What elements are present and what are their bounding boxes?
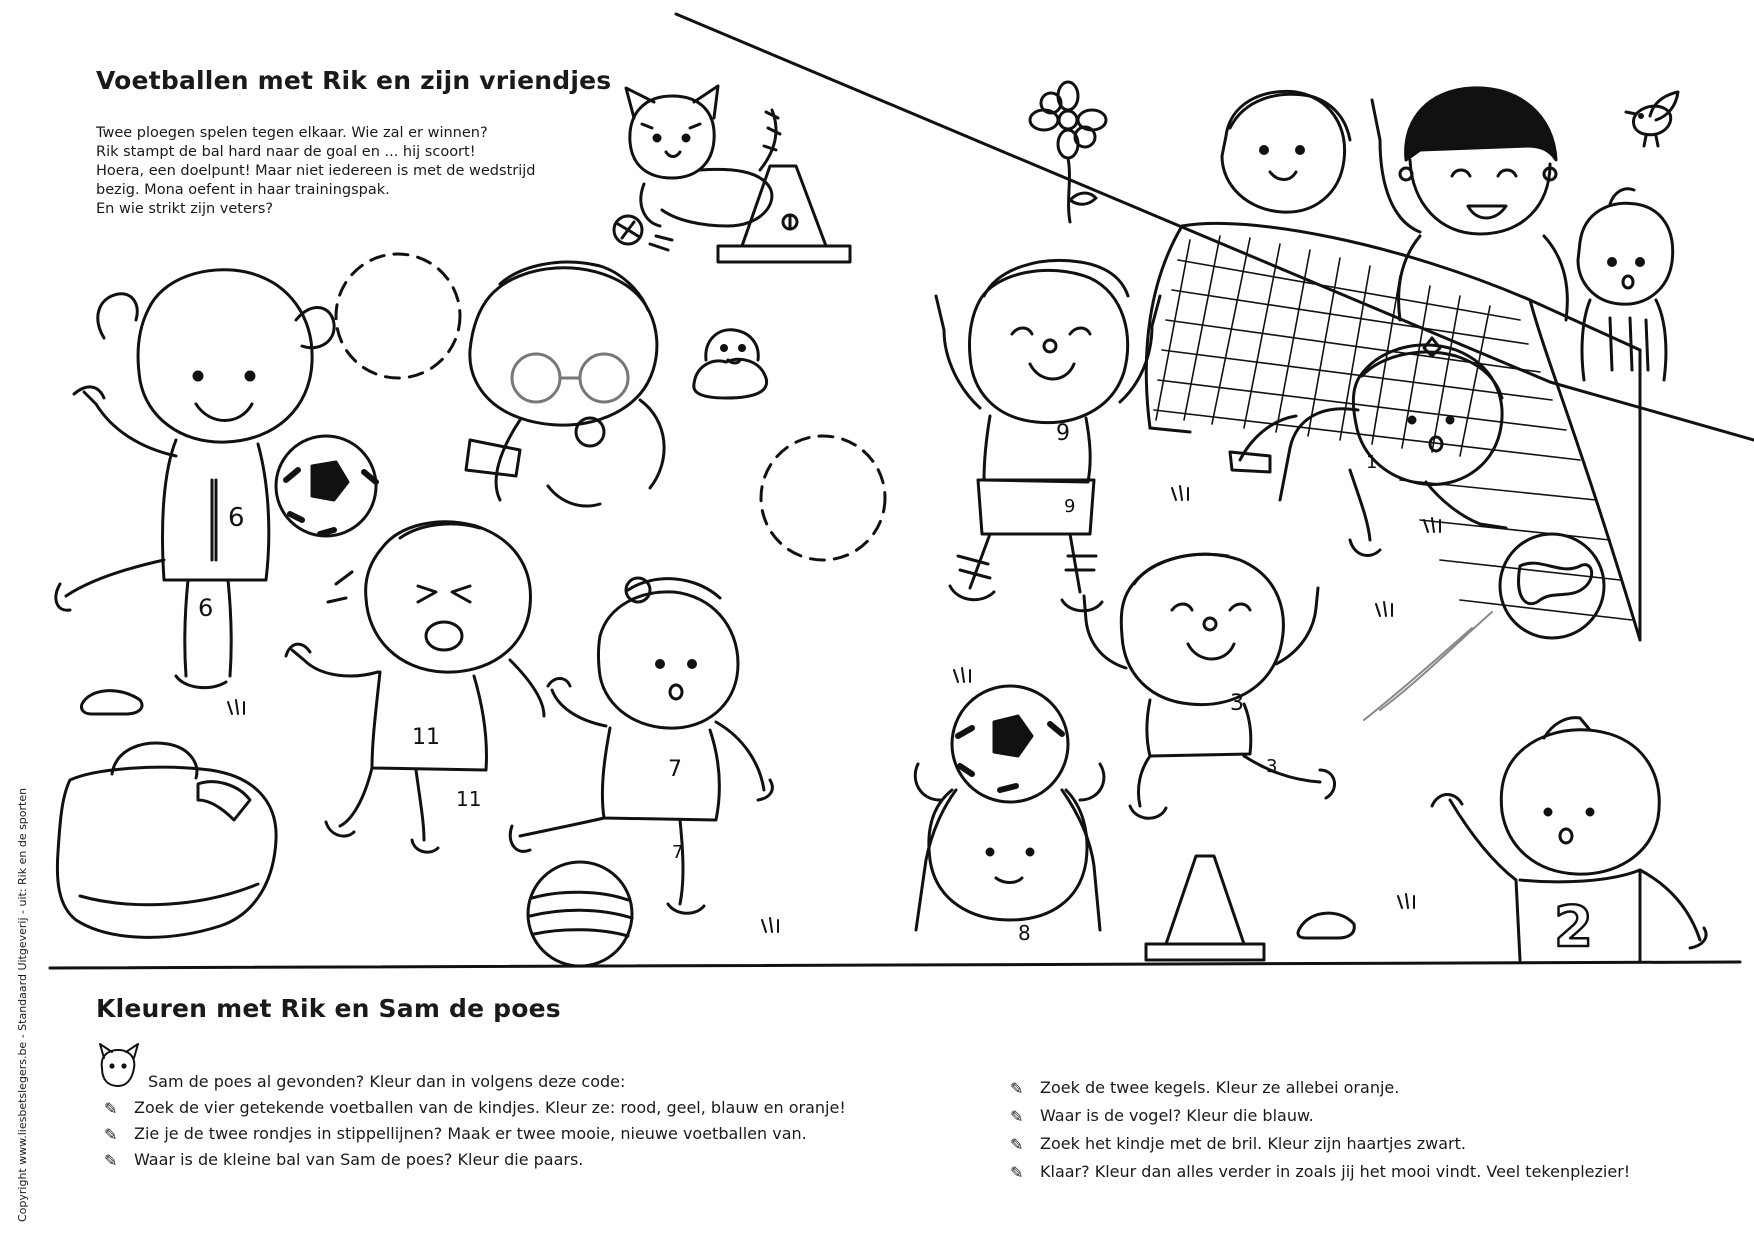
jersey-number: 6 xyxy=(228,503,245,533)
instruction-item xyxy=(1010,1134,1466,1154)
jersey-number: 11 xyxy=(456,787,482,811)
instruction-text: Zoek de twee kegels. Kleur ze allebei oranje. xyxy=(1040,1078,1400,1097)
boy-3-player xyxy=(1084,554,1335,818)
pencil-icon: ✎ xyxy=(104,1099,118,1118)
mona-player xyxy=(56,270,376,688)
instruction-text: Waar is de vogel? Kleur die blauw. xyxy=(1040,1106,1314,1125)
instruction-text: Waar is de kleine bal van Sam de poes? Kleur die paars. xyxy=(134,1150,584,1169)
sam-the-cat xyxy=(614,86,780,250)
jersey-number: 3 xyxy=(1230,691,1244,716)
instruction-item xyxy=(1010,1162,1630,1182)
ground-line xyxy=(50,962,1740,968)
section-title: Kleuren met Rik en Sam de poes xyxy=(96,994,561,1023)
grass-tufts xyxy=(228,486,1440,932)
jersey-number: 9 xyxy=(1064,496,1076,517)
page-title: Voetballen met Rik en zijn vriendjes xyxy=(96,66,612,95)
story-line: Hoera, een doelpunt! Maar niet iedereen is met de wedstrijd xyxy=(96,163,536,179)
field-sideline xyxy=(676,14,1754,440)
dashed-circle xyxy=(336,254,460,378)
dashed-circle xyxy=(761,436,885,560)
jersey-number: 7 xyxy=(672,842,684,863)
spectator-woman xyxy=(1372,88,1567,320)
story-line: Twee ploegen spelen tegen elkaar. Wie zal er winnen? xyxy=(96,125,488,141)
pencil-icon: ✎ xyxy=(1010,1163,1024,1182)
pencil-icon: ✎ xyxy=(104,1125,118,1144)
instruction-text: Zoek de vier getekende voetballen van de kindjes. Kleur ze: rood, geel, blauw en oranje! xyxy=(134,1098,846,1117)
instruction-text: Klaar? Kleur dan alles verder in zoals jij het mooi vindt. Veel tekenplezier! xyxy=(1040,1162,1631,1181)
glasses-boy xyxy=(466,262,664,506)
flower xyxy=(1030,82,1106,222)
story-line: En wie strikt zijn veters? xyxy=(96,201,274,217)
instruction-item xyxy=(1010,1106,1314,1126)
girl-7-player xyxy=(510,578,772,966)
mole xyxy=(694,330,767,398)
shoe xyxy=(1298,913,1354,938)
instruction-item xyxy=(104,1098,846,1118)
jersey-number: 6 xyxy=(198,594,214,622)
jersey-number: 3 xyxy=(1266,756,1278,777)
cone-top xyxy=(718,166,850,262)
spectator-girl xyxy=(1578,189,1673,380)
cone-bottom xyxy=(1146,856,1264,960)
jersey-number: 8 xyxy=(1018,921,1031,945)
bird xyxy=(1626,92,1678,146)
jersey-number: 11 xyxy=(412,725,440,750)
pencil-icon: ✎ xyxy=(104,1151,118,1170)
instruction-item xyxy=(104,1124,807,1144)
instruction-text: Zoek het kindje met de bril. Kleur zijn haartjes zwart. xyxy=(1040,1134,1466,1153)
instruction-text: Zie je de twee rondjes in stippellijnen? Maak er twee mooie, nieuwe voetballen van. xyxy=(134,1124,807,1143)
instruction-item xyxy=(148,1072,625,1091)
jersey-number: 7 xyxy=(668,757,682,782)
boy-9-player xyxy=(936,260,1160,610)
sports-bag xyxy=(57,743,276,937)
instruction-text: Sam de poes al gevonden? Kleur dan in volgens deze code: xyxy=(148,1072,626,1091)
flying-ball xyxy=(1364,534,1604,720)
pencil-icon: ✎ xyxy=(1010,1135,1024,1154)
cat-face-icon xyxy=(100,1044,138,1086)
story-line: Rik stampt de bal hard naar de goal en ... hij scoort! xyxy=(96,144,476,160)
jersey-number: 2 xyxy=(1554,895,1593,960)
shoe xyxy=(81,691,142,714)
spectator-child xyxy=(1222,91,1350,212)
pencil-icon: ✎ xyxy=(1010,1079,1024,1098)
pencil-icon: ✎ xyxy=(1010,1107,1024,1126)
jersey-number: 1 xyxy=(1366,452,1378,473)
boy-8-player xyxy=(915,686,1104,930)
boy-11-player xyxy=(286,522,544,852)
jersey-number: 9 xyxy=(1056,421,1070,446)
story-line: bezig. Mona oefent in haar trainingspak. xyxy=(96,182,390,198)
copyright-text: Copyright www.liesbetslegers.be - Standaard Uitgeverij - uit: Rik en de sporten xyxy=(16,787,29,1222)
instruction-item xyxy=(1010,1078,1399,1098)
instruction-item xyxy=(104,1150,583,1170)
